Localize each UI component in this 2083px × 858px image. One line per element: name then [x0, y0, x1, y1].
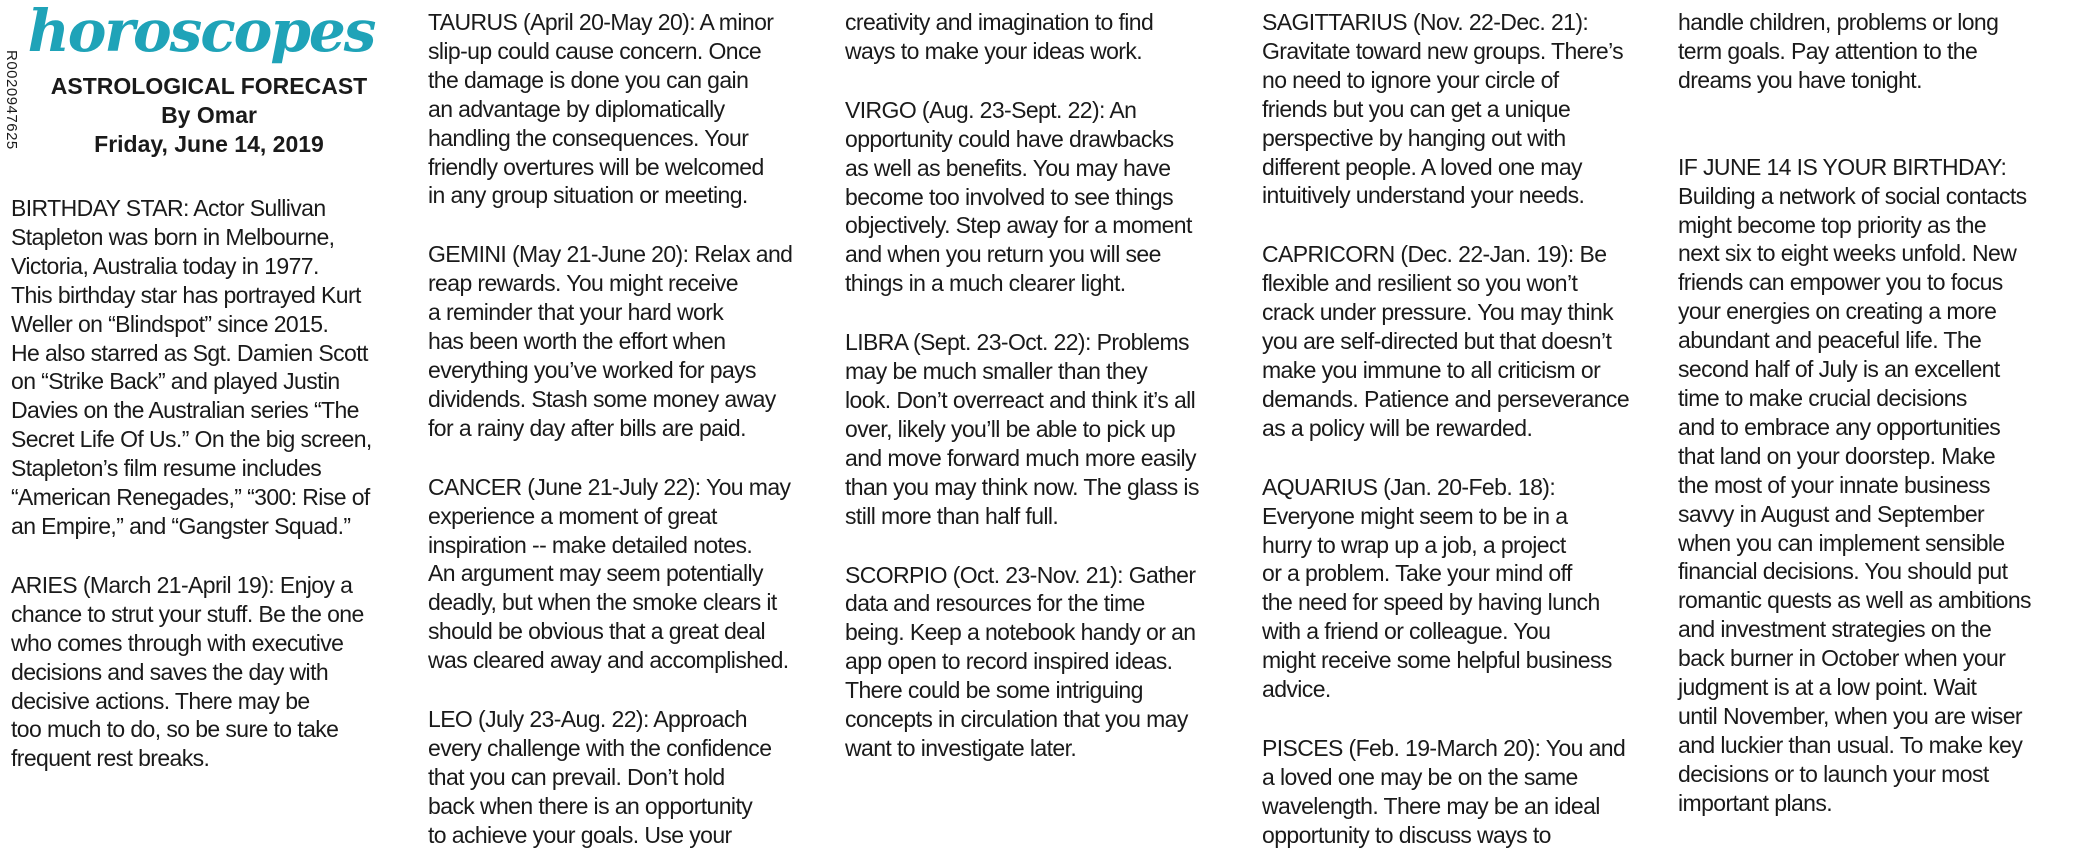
birthday-forecast-paragraph: IF JUNE 14 IS YOUR BIRTHDAY: Building a network of social contacts might become top priority as the next six to eight weeks unfold. New friends can empower you to focus your energies on creating a more abundant and peaceful life. The second half of July is an excellent time to make crucial decisions and to embrace any opportunities that land on your doorstep. Make the most of your innate business savvy in August and September when you can implement sensible financial decisions. You should put romantic quests as well as ambitions and investment strategies on the back burner in October when your judgment is at a low point. Wait until November, when you are wiser and luckier than usual. To make key decisions or to launch your most important plans.	[1678, 153, 2031, 816]
birthday-star-paragraph: BIRTHDAY STAR: Actor Sullivan Stapleton was born in Melbourne, Victoria, Australia today in 1977. This birthday star has portrayed Kurt Weller on “Blindspot” since 2015. He also starred as Sgt. Damien Scott on “Strike Back” and played Justin Davies on the Australian series “The Secret Life Of Us.” On the big screen, Stapleton’s film resume includes “American Renegades,” “300: Rise of an Empire,” and “Gangster Squad.”	[11, 195, 372, 539]
capricorn-paragraph: CAPRICORN (Dec. 22-Jan. 19): Be flexible and resilient so you won’t crack under pressure. You may think you are self-directed but that doesn’t make you immune to all criticism or demands. Patience and perseverance as a policy will be rewarded.	[1262, 241, 1630, 441]
publication-date: Friday, June 14, 2019	[94, 131, 324, 157]
column-2	[428, 8, 836, 850]
column-4	[1262, 8, 1670, 850]
edge-code: R0020947625	[3, 50, 20, 150]
pisces-paragraph-continued: handle children, problems or long term goals. Pay attention to the dreams you have tonight.	[1678, 9, 1999, 93]
horoscopes-logo: horoscopes	[27, 0, 375, 65]
taurus-paragraph: TAURUS (April 20-May 20): A minor slip-up could cause concern. Once the damage is done you can gain an advantage by diplomatically handling the consequences. Your friendly overtures will be welcomed in any group situation or meeting.	[428, 9, 774, 209]
byline: By Omar	[161, 102, 257, 128]
leo-paragraph: LEO (July 23-Aug. 22): Approach every challenge with the confidence that you can prevail. Don’t hold back when there is an opportunity to achieve your goals. Use your	[428, 706, 772, 848]
aries-paragraph: ARIES (March 21-April 19): Enjoy a chance to strut your stuff. Be the one who comes through with executive decisions and saves the day with decisive actions. There may be too much to do, so be sure to take frequent rest breaks.	[11, 571, 364, 772]
forecast-heading: ASTROLOGICAL FORECAST	[50, 73, 368, 99]
gemini-paragraph: GEMINI (May 21-June 20): Relax and reap rewards. You might receive a reminder that your hard work has been worth the effort when everything you’ve worked for pays dividends. Stash some money away for a rainy day after bills are paid.	[428, 241, 793, 441]
column-3	[845, 8, 1253, 763]
pisces-paragraph: PISCES (Feb. 19-March 20): You and a loved one may be on the same wavelength. There may be an ideal opportunity to discuss ways to	[1262, 734, 1626, 848]
leo-paragraph-continued: creativity and imagination to find ways to make your ideas work.	[845, 9, 1154, 64]
aquarius-paragraph: AQUARIUS (Jan. 20-Feb. 18): Everyone might seem to be in a hurry to wrap up a job, a project or a problem. Take your mind off the need for speed by having lunch with a friend or colleague. You might receive some helpful business advice.	[1262, 473, 1612, 703]
virgo-paragraph: VIRGO (Aug. 23-Sept. 22): An opportunity could have drawbacks as well as benefits. You may have become too involved to see things objectively. Step away for a moment and when you return you will see things in a much clearer light.	[845, 96, 1192, 297]
column-5	[1678, 8, 2078, 818]
libra-paragraph: LIBRA (Sept. 23-Oct. 22): Problems may be much smaller than they look. Don’t overreact and think it’s all over, likely you’ll be able to pick up and move forward much more easily than you may think now. The glass is still more than half full.	[845, 329, 1199, 529]
sagittarius-paragraph: SAGITTARIUS (Nov. 22-Dec. 21): Gravitate toward new groups. There’s no need to ignore your circle of friends but you can get a unique perspective by hanging out with different people. A loved one may intuitively understand your needs.	[1262, 9, 1624, 209]
masthead	[11, 0, 407, 159]
scorpio-paragraph: SCORPIO (Oct. 23-Nov. 21): Gather data and resources for the time being. Keep a notebook handy or an app open to record inspired ideas. There could be some intriguing concepts in circulation that you may want to investigate later.	[845, 561, 1196, 761]
cancer-paragraph: CANCER (June 21-July 22): You may experience a moment of great inspiration -- make detailed notes. An argument may seem potentially deadly, but when the smoke clears it should be obvious that a great deal was cleared away and accomplished.	[428, 473, 791, 674]
